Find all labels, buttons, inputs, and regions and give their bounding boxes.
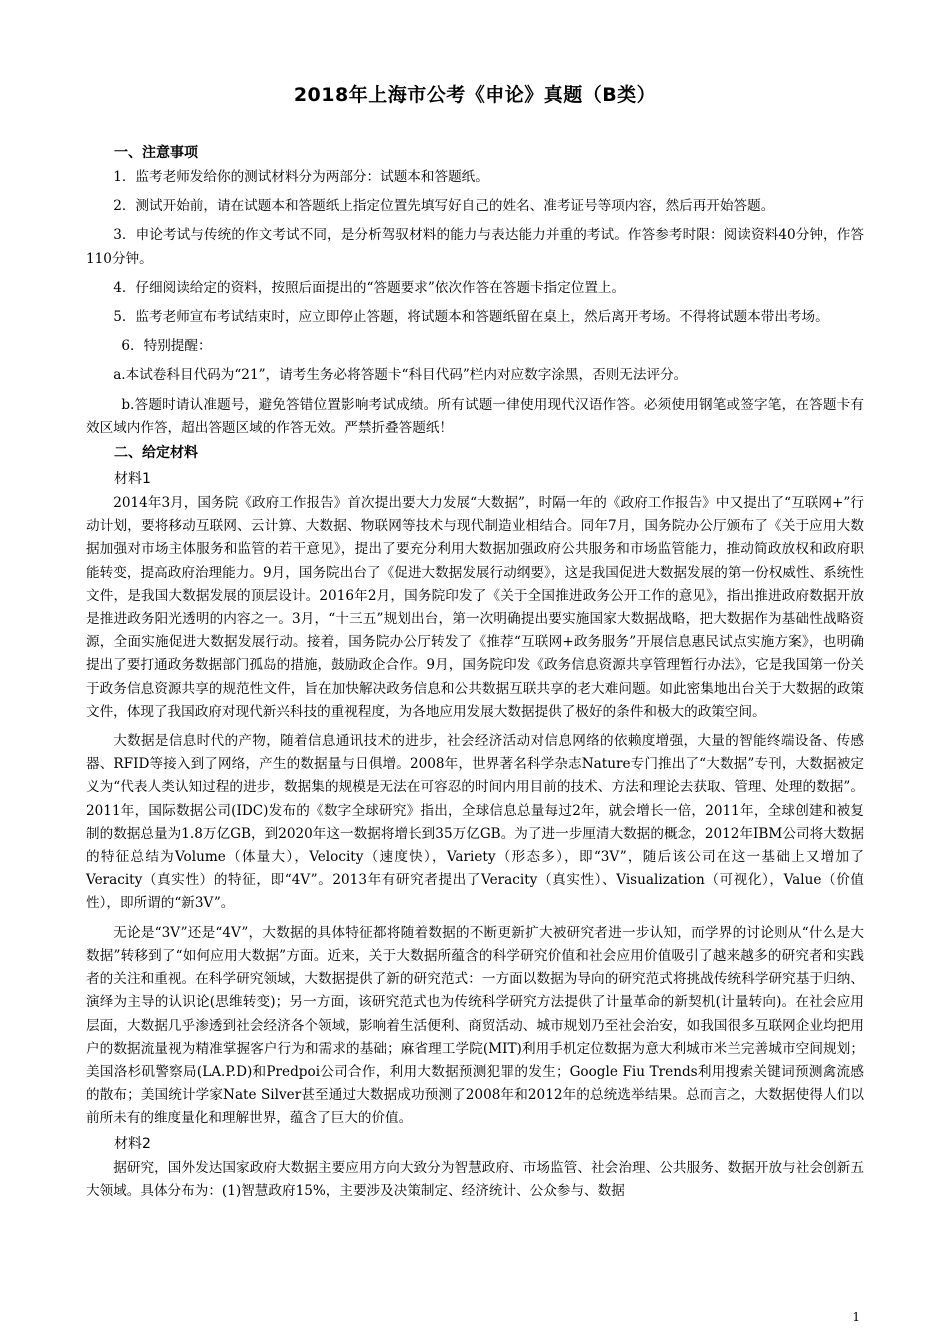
material-1-paragraph: 大数据是信息时代的产物，随着信息通讯技术的进步，社会经济活动对信息网络的依赖度增强，大量的智能终端设备、传感器、RFID等接入到了网络，产生的数据量与日俱增。2008年，世界著名科学杂志Nature专门推出了“大数据”专刊，大数据被定义为“代表人类认知过程的进步，数据集的规模是无法在可容忍的时间内用目前的技术、方法和理论去获取、管理、处理的数据”。2011年，国际数据公司(IDC)发布的《数字全球研究》指出，全球信息总量每过2年，就会增长一倍，2011年，全球创建和被复制的数据总量为1.8万亿GB，到2020年这一数据将增长到35万亿GB。为了进一步厘清大数据的概念，2012年IBM公司将大数据的特征总结为Volume（体量大），Velocity（速度快），Variety（形态多），即“3V”，随后该公司在这一基础上又增加了Veracity（真实性）的特征，即“4V”。2013年有研究者提出了Veracity（真实性）、Visualization（可视化），Value（价值性），即所谓的“新3V”。 xyxy=(86,733,864,912)
note-item: 3．申论考试与传统的作文考试不同，是分析驾驭材料的能力与表达能力并重的考试。作答参考时限：阅读资料40分钟，作答110分钟。 xyxy=(86,227,864,267)
reminder-a: a.本试卷科目代码为“21”，请考生务必将答题卡“科目代码”栏内对应数字涂黑，否则无法评分。 xyxy=(113,367,688,384)
note-item: 1．监考老师发给你的测试材料分为两部分：试题本和答题纸。 xyxy=(113,169,489,185)
section-heading-notes: 一、注意事项 xyxy=(114,145,198,161)
material-1-paragraph: 2014年3月，国务院《政府工作报告》首次提出要大力发展“大数据”，时隔一年的《政府工作报告》中又提出了“互联网+”行动计划，要将移动互联网、云计算、大数据、物联网等技术与现代制造业相结合。同年7月，国务院办公厅颁布了《关于应用大数据加强对市场主体服务和监管的若干意见》，提出了要充分利用大数据加强政府公共服务和市场监管能力，推动简政放权和政府职能转变，提高政府治理能力。9月，国务院出台了《促进大数据发展行动纲要》，这是我国促进大数据发展的第一份权威性、系统性文件，是我国大数据发展的顶层设计。2016年2月，国务院印发了《关于全国推进政务公开工作的意见》，指出推进政府数据开放是推进政务阳光透明的内容之一。3月，“十三五”规划出台，第一次明确提出要实施国家大数据战略，把大数据作为基础性战略资源，全面实施促进大数据发展行动。接着，国务院办公厅转发了《推荐“互联网+政务服务”开展信息惠民试点实施方案》，也明确提出了要打通政务数据部门孤岛的措施，鼓励政企合作。9月，国务院印发《政务信息资源共享管理暂行办法》，它是我国第一份关于政务信息资源共享的规范性文件，旨在加快解决政务信息和公共数据互联共享的老大难问题。如此密集地出台关于大数据的政策文件，体现了我国政府对现代新兴科技的重视程度，为各地应用发展大数据提供了极好的条件和极大的政策空间。 xyxy=(86,495,864,720)
page-title: 2018年上海市公考《申论》真题（B类） xyxy=(293,84,657,106)
reminder-b: b.答题时请认准题号，避免答错位置影响考试成绩。所有试题一律使用现代汉语作答。必须使用钢笔或签字笔，在答题卡有效区域内作答，超出答题区域的作答无效。严禁折叠答题纸！ xyxy=(86,396,864,436)
material-2-paragraph: 据研究，国外发达国家政府大数据主要应用方向大致分为智慧政府、市场监管、社会治理、公共服务、数据开放与社会创新五大领域。具体分布为：(1)智慧政府15%，主要涉及决策制定、经济统计、公众参与、数据 xyxy=(86,1159,864,1199)
section-heading-materials: 二、给定材料 xyxy=(114,445,198,462)
material-2-heading: 材料2 xyxy=(114,1135,151,1152)
material-1-heading: 材料1 xyxy=(114,471,151,488)
material-1-paragraph: 无论是“3V”还是“4V”，大数据的具体特征都将随着数据的不断更新扩大被研究者进一步认知，而学界的讨论则从“什么是大数据”转移到了“如何应用大数据”方面。近来，关于大数据所蕴含的科学研究价值和社会应用价值吸引了越来越多的研究者和实践者的关注和重视。在科学研究领域，大数据提供了新的研究范式：一方面以数据为导向的研究范式将挑战传统科学研究基于归纳、演绎为主导的认识论(思维转变)；另一方面，该研究范式也为传统科学研究方法提供了计量革命的新契机(计量转向)。在社会应用层面，大数据几乎渗透到社会经济各个领域，影响着生活便利、商贸活动、城市规划乃至社会治安，如我国很多互联网企业均把用户的数据流量视为精准掌握客户行为和需求的基础；麻省理工学院(MIT)利用手机定位数据为意大利城市米兰完善城市空间规划；美国洛杉矶警察局(LA.P.D)和Predpoi公司合作，利用大数据预测犯罪的发生；Google Fiu Trends利用搜索关键词预测禽流感的散布；美国统计学家Nate Silver甚至通过大数据成功预测了2008年和2012年的总统选举结果。总而言之，大数据使得人们以前所未有的维度量化和理解世界，蕴含了巨大的价值。 xyxy=(86,924,864,1127)
document-body xyxy=(86,140,864,1203)
page-number: 1 xyxy=(852,1310,860,1324)
note-item: 2．测试开始前，请在试题本和答题纸上指定位置先填写好自己的姓名、准考证号等项内容，然后再开始答题。 xyxy=(113,198,775,215)
note-item: 5．监考老师宣布考试结束时，应立即停止答题，将试题本和答题纸留在桌上，然后离开考场。不得将试题本带出考场。 xyxy=(113,309,829,326)
note-item: 4．仔细阅读给定的资料，按照后面提出的“答题要求”依次作答在答题卡指定位置上。 xyxy=(113,279,626,296)
reminder-heading: 6．特别提醒： xyxy=(121,338,212,355)
